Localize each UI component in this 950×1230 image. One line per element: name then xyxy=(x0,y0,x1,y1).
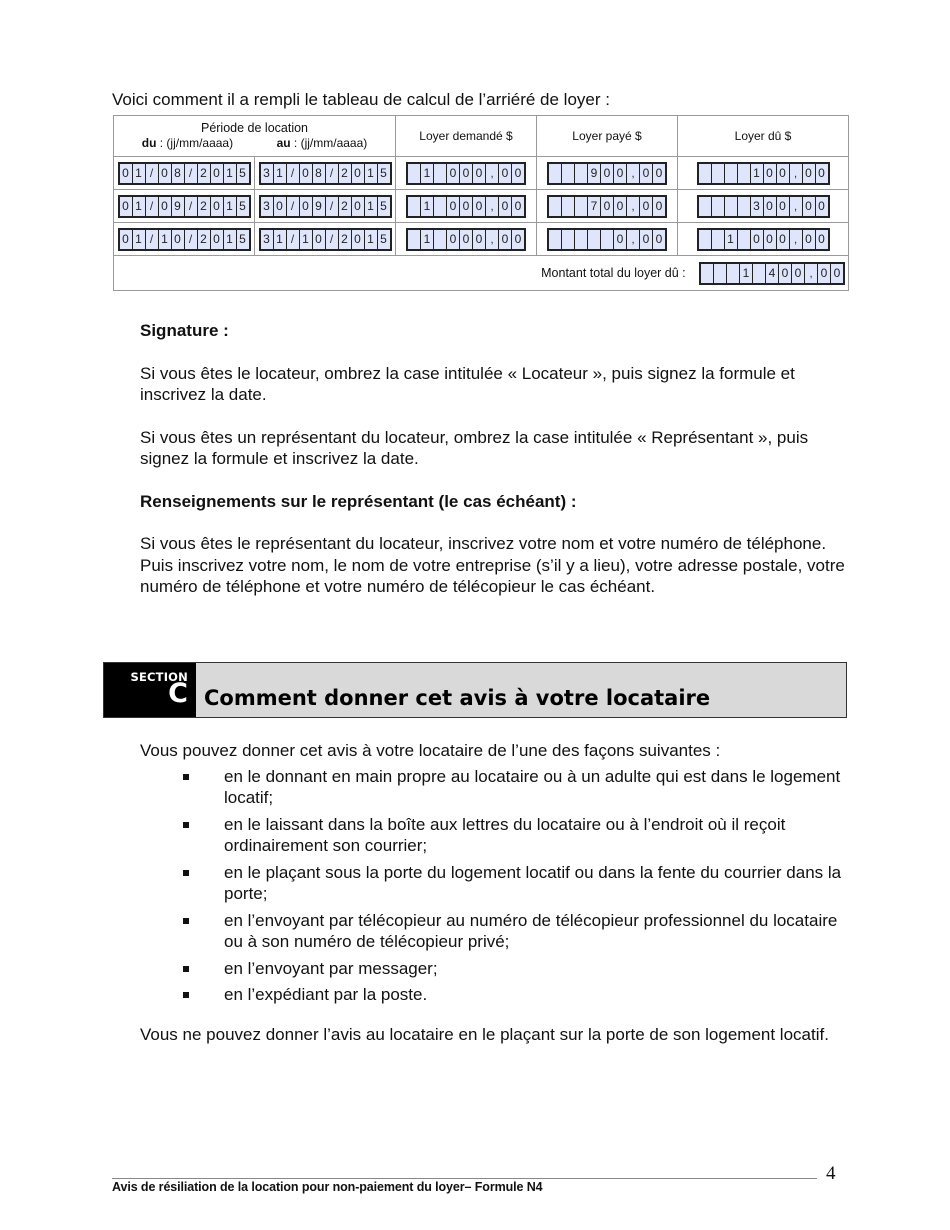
table-row xyxy=(114,157,849,190)
digit-box xyxy=(434,197,447,216)
digit-box: 0 xyxy=(499,197,512,216)
digit-box xyxy=(408,197,421,216)
digit-box: , xyxy=(790,197,803,216)
digit-box: , xyxy=(805,264,818,283)
digit-box: 0 xyxy=(792,264,805,283)
representative-heading: Renseignements sur le représentant (le cas échéant) : xyxy=(140,491,577,511)
signature-section xyxy=(140,320,845,598)
digit-box: 1 xyxy=(224,164,237,183)
section-tag xyxy=(104,663,196,717)
bullet-square-icon xyxy=(183,966,189,972)
digit-box: 0 xyxy=(313,230,326,249)
digit-box: 0 xyxy=(460,197,473,216)
digit-box xyxy=(725,197,738,216)
digit-box: 0 xyxy=(640,164,653,183)
digit-box: 0 xyxy=(777,230,790,249)
digit-box xyxy=(712,164,725,183)
digit-box: 5 xyxy=(237,230,249,249)
digit-box xyxy=(714,264,727,283)
digit-box: 0 xyxy=(614,164,627,183)
digit-box: 5 xyxy=(237,197,249,216)
digit-box: 0 xyxy=(300,164,313,183)
digit-box: 0 xyxy=(764,197,777,216)
digit-box: 3 xyxy=(261,197,274,216)
digit-box: 0 xyxy=(751,230,764,249)
digit-box: / xyxy=(185,230,198,249)
digit-box: 0 xyxy=(779,264,792,283)
digit-box xyxy=(434,164,447,183)
digit-box: 0 xyxy=(803,230,816,249)
signature-landlord-text: Si vous êtes le locateur, ombrez la case intitulée « Locateur », puis signez la formule et inscrivez la date. xyxy=(140,363,795,404)
digit-box: 0 xyxy=(460,164,473,183)
digit-box: 3 xyxy=(261,230,274,249)
to-date-field[interactable] xyxy=(259,228,392,251)
digit-box: 3 xyxy=(751,197,764,216)
signature-heading: Signature : xyxy=(140,321,229,340)
total-rent-owing-field[interactable] xyxy=(699,262,845,285)
section-c-banner xyxy=(103,662,847,718)
digit-box: , xyxy=(486,197,499,216)
rent-owing-field[interactable] xyxy=(697,228,830,251)
digit-box: 1 xyxy=(740,264,753,283)
digit-box: 7 xyxy=(588,197,601,216)
rent-charged-field[interactable] xyxy=(406,162,526,185)
digit-box: 0 xyxy=(512,230,524,249)
digit-box: 0 xyxy=(352,164,365,183)
header-rental-period xyxy=(114,116,396,157)
digit-box: 5 xyxy=(378,197,390,216)
digit-box: 1 xyxy=(365,230,378,249)
header-rent-owing: Loyer dû $ xyxy=(678,116,849,157)
digit-box: / xyxy=(185,164,198,183)
digit-box: 9 xyxy=(588,164,601,183)
digit-box xyxy=(738,164,751,183)
digit-box: 0 xyxy=(352,197,365,216)
intro-text: Voici comment il a rempli le tableau de calcul de l’arriéré de loyer : xyxy=(112,90,610,109)
digit-box: 8 xyxy=(313,164,326,183)
digit-box xyxy=(753,264,766,283)
digit-box: , xyxy=(627,164,640,183)
digit-box: 0 xyxy=(352,230,365,249)
digit-box: 0 xyxy=(831,264,843,283)
digit-box xyxy=(712,230,725,249)
bullet-square-icon xyxy=(183,992,189,998)
digit-box: 1 xyxy=(159,230,172,249)
bullet-square-icon xyxy=(183,918,189,924)
digit-box: 0 xyxy=(120,197,133,216)
digit-box: 0 xyxy=(159,164,172,183)
digit-box: 0 xyxy=(512,197,524,216)
digit-box: , xyxy=(486,230,499,249)
digit-box: 1 xyxy=(224,230,237,249)
digit-box: , xyxy=(790,164,803,183)
digit-box: , xyxy=(627,230,640,249)
digit-box: 4 xyxy=(766,264,779,283)
delivery-methods xyxy=(140,740,845,1062)
list-item: en l’envoyant par messager; xyxy=(140,958,845,980)
list-item: en le plaçant sous la porte du logement locatif ou dans la fente du courrier dans la porte; xyxy=(140,862,845,905)
digit-box: 0 xyxy=(614,197,627,216)
digit-box xyxy=(575,197,588,216)
digit-box xyxy=(549,230,562,249)
digit-box xyxy=(588,230,601,249)
digit-box: 1 xyxy=(224,197,237,216)
digit-box xyxy=(408,164,421,183)
from-date-field[interactable] xyxy=(118,162,251,185)
rent-paid-field[interactable] xyxy=(547,162,667,185)
digit-box xyxy=(408,230,421,249)
bullet-square-icon xyxy=(183,870,189,876)
header-to: au : (jj/mm/aaaa) xyxy=(276,136,368,150)
digit-box: 1 xyxy=(300,230,313,249)
digit-box: 1 xyxy=(725,230,738,249)
digit-box xyxy=(562,164,575,183)
digit-box: 5 xyxy=(378,230,390,249)
delivery-closing: Vous ne pouvez donner l’avis au locataire en le plaçant sur la porte de son logement locatif. xyxy=(140,1024,829,1044)
digit-box: 0 xyxy=(120,164,133,183)
list-item: en le donnant en main propre au locataire ou à un adulte qui est dans le logement locatif; xyxy=(140,766,845,809)
digit-box: / xyxy=(326,164,339,183)
representative-text: Si vous êtes le représentant du locateur, inscrivez votre nom et votre numéro de téléphone. Puis inscrivez votre nom, le nom de votre entreprise (s’il y a lieu), votre adresse postale, votre numéro de téléphone et votre numéro de télécopieur le cas échéant. xyxy=(140,534,845,596)
digit-box: 0 xyxy=(211,230,224,249)
digit-box: 1 xyxy=(421,230,434,249)
table-header-row xyxy=(114,116,849,157)
digit-box: 3 xyxy=(261,164,274,183)
bullet-square-icon xyxy=(183,822,189,828)
rent-arrears-table xyxy=(113,115,849,291)
digit-box: , xyxy=(486,164,499,183)
digit-box: 1 xyxy=(751,164,764,183)
digit-box: 0 xyxy=(640,230,653,249)
digit-box: 2 xyxy=(339,230,352,249)
digit-box: 0 xyxy=(653,164,665,183)
digit-box: 0 xyxy=(653,230,665,249)
digit-box: 0 xyxy=(159,197,172,216)
digit-box: 0 xyxy=(473,164,486,183)
digit-box: 1 xyxy=(133,230,146,249)
header-from: du : (jj/mm/aaaa) xyxy=(141,136,234,150)
rent-paid-field[interactable] xyxy=(547,195,667,218)
bullet-square-icon xyxy=(183,774,189,780)
digit-box: 0 xyxy=(816,230,828,249)
header-rent-charged: Loyer demandé $ xyxy=(396,116,537,157)
rent-charged-field[interactable] xyxy=(406,228,526,251)
digit-box: 0 xyxy=(764,164,777,183)
digit-box: 0 xyxy=(460,230,473,249)
digit-box: 1 xyxy=(421,164,434,183)
digit-box xyxy=(699,197,712,216)
digit-box xyxy=(549,197,562,216)
rent-owing-field[interactable] xyxy=(697,162,830,185)
list-item: en l’envoyant par télécopieur au numéro de télécopieur professionnel du locataire ou à son numéro de télécopieur privé; xyxy=(140,910,845,953)
digit-box xyxy=(562,230,575,249)
digit-box: 0 xyxy=(172,230,185,249)
digit-box: 2 xyxy=(198,230,211,249)
digit-box: / xyxy=(326,197,339,216)
list-item: en l’expédiant par la poste. xyxy=(140,984,845,1006)
section-title: Comment donner cet avis à votre locataire xyxy=(204,686,711,710)
digit-box: 8 xyxy=(172,164,185,183)
digit-box xyxy=(601,230,614,249)
delivery-lead: Vous pouvez donner cet avis à votre locataire de l’une des façons suivantes : xyxy=(140,741,721,760)
section-word: SECTION xyxy=(130,670,188,684)
digit-box: / xyxy=(146,164,159,183)
total-label: Montant total du loyer dû : xyxy=(541,266,686,280)
digit-box xyxy=(725,164,738,183)
delivery-list xyxy=(140,766,845,1006)
digit-box: 2 xyxy=(198,197,211,216)
section-letter: C xyxy=(168,678,188,709)
table-row xyxy=(114,223,849,256)
digit-box: 0 xyxy=(473,197,486,216)
digit-box: 0 xyxy=(777,164,790,183)
digit-box: 0 xyxy=(816,164,828,183)
digit-box: / xyxy=(326,230,339,249)
digit-box xyxy=(434,230,447,249)
digit-box: 0 xyxy=(499,164,512,183)
digit-box: 0 xyxy=(447,197,460,216)
digit-box: 0 xyxy=(211,164,224,183)
digit-box: 2 xyxy=(198,164,211,183)
header-period-title: Période de location xyxy=(200,121,309,135)
digit-box: 1 xyxy=(365,164,378,183)
digit-box: 1 xyxy=(365,197,378,216)
digit-box: 0 xyxy=(300,197,313,216)
digit-box xyxy=(549,164,562,183)
digit-box: 0 xyxy=(818,264,831,283)
digit-box xyxy=(575,230,588,249)
digit-box: 5 xyxy=(378,164,390,183)
digit-box: 1 xyxy=(133,164,146,183)
digit-box xyxy=(701,264,714,283)
digit-box: 0 xyxy=(653,197,665,216)
digit-box: 0 xyxy=(274,197,287,216)
digit-box: 0 xyxy=(447,230,460,249)
signature-representative-text: Si vous êtes un représentant du locateur, ombrez la case intitulée « Représentant », puis signez la formule et inscrivez la date. xyxy=(140,427,809,468)
digit-box: 1 xyxy=(421,197,434,216)
digit-box xyxy=(727,264,740,283)
digit-box: 0 xyxy=(777,197,790,216)
footer-form-title: Avis de résiliation de la location pour non-paiement du loyer– Formule N4 xyxy=(112,1180,543,1194)
digit-box: 0 xyxy=(473,230,486,249)
digit-box: 9 xyxy=(313,197,326,216)
digit-box: 0 xyxy=(499,230,512,249)
digit-box: 9 xyxy=(172,197,185,216)
digit-box: / xyxy=(287,197,300,216)
from-date-field[interactable] xyxy=(118,195,251,218)
rent-charged-field[interactable] xyxy=(406,195,526,218)
digit-box: / xyxy=(146,197,159,216)
digit-box: 2 xyxy=(339,164,352,183)
digit-box: , xyxy=(627,197,640,216)
header-rent-paid: Loyer payé $ xyxy=(537,116,678,157)
digit-box xyxy=(738,230,751,249)
table-row xyxy=(114,190,849,223)
digit-box: / xyxy=(185,197,198,216)
digit-box: 0 xyxy=(447,164,460,183)
digit-box xyxy=(712,197,725,216)
digit-box: , xyxy=(790,230,803,249)
rent-owing-field[interactable] xyxy=(697,195,830,218)
digit-box: 0 xyxy=(601,197,614,216)
digit-box: / xyxy=(146,230,159,249)
digit-box: 0 xyxy=(816,197,828,216)
digit-box: 0 xyxy=(640,197,653,216)
to-date-field[interactable] xyxy=(259,195,392,218)
footer-divider xyxy=(112,1178,817,1179)
digit-box xyxy=(699,230,712,249)
digit-box: 0 xyxy=(764,230,777,249)
digit-box: 0 xyxy=(601,164,614,183)
total-row xyxy=(114,256,849,291)
rent-paid-field[interactable] xyxy=(547,228,667,251)
page-number: 4 xyxy=(826,1163,836,1184)
digit-box: 1 xyxy=(274,164,287,183)
digit-box: 0 xyxy=(211,197,224,216)
list-item: en le laissant dans la boîte aux lettres du locataire ou à l’endroit où il reçoit ordinairement son courrier; xyxy=(140,814,845,857)
digit-box: 1 xyxy=(274,230,287,249)
digit-box: 0 xyxy=(120,230,133,249)
digit-box: 2 xyxy=(339,197,352,216)
to-date-field[interactable] xyxy=(259,162,392,185)
digit-box xyxy=(738,197,751,216)
digit-box xyxy=(575,164,588,183)
digit-box: 0 xyxy=(614,230,627,249)
digit-box: 0 xyxy=(512,164,524,183)
digit-box: / xyxy=(287,164,300,183)
digit-box: 5 xyxy=(237,164,249,183)
digit-box: 1 xyxy=(133,197,146,216)
digit-box xyxy=(562,197,575,216)
digit-box: / xyxy=(287,230,300,249)
digit-box: 0 xyxy=(803,197,816,216)
digit-box: 0 xyxy=(803,164,816,183)
digit-box xyxy=(699,164,712,183)
from-date-field[interactable] xyxy=(118,228,251,251)
